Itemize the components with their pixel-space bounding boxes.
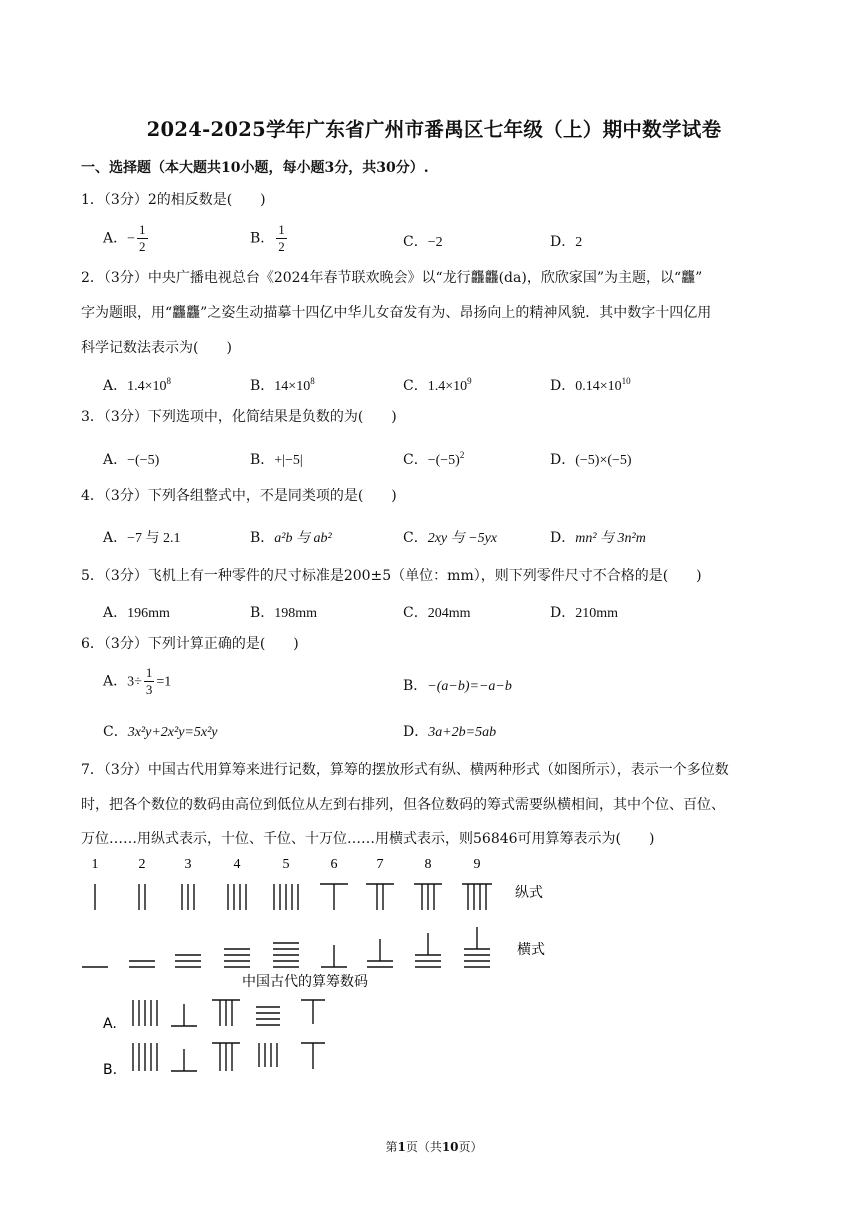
q6-option-a: A．3÷ $\frac{1}{3}$ =1: [103, 665, 172, 697]
digit-label: 7: [376, 857, 384, 872]
q7-option-a-rods: [133, 1000, 325, 1026]
q1-option-c: C．−2: [403, 234, 443, 250]
question-2-line-1: 2．（3分）中央广播电视总台《2024年春节联欢晚会》以“龙行龘龘(da)，欣欣家国”为主题，以“龘”: [81, 270, 703, 286]
digit-label: 2: [138, 857, 146, 872]
page-title: 2024-2025学年广东省广州市番禺区七年级（上）期中数学试卷: [146, 118, 722, 141]
q3-option-a: A．−(−5): [103, 452, 160, 468]
question-7-line-2: 时，把各个数位的数码由高位到低位从左到右排列，但各位数码的筹式需要纵横相间，其中个位、百位、: [81, 797, 725, 813]
q3-option-c: C．$-(-5)^2$: [403, 450, 465, 468]
question-6-stem: 6．（3分）下列计算正确的是( ): [81, 636, 299, 652]
q2-option-a: A．$1.4\times 10^8$: [103, 376, 172, 394]
figure-caption: 中国古代的算筹数码: [242, 974, 368, 990]
q7-option-b-label: B.: [103, 1062, 118, 1078]
q6-option-b: B．−(a−b)=−a−b: [403, 678, 512, 694]
question-3-stem: 3．（3分）下列选项中，化简结果是负数的为( ): [81, 409, 397, 425]
q6-option-c: C．3x²y+2x²y=5x²y: [103, 724, 218, 740]
row-label-vertical: 纵式: [515, 885, 543, 901]
question-2-line-3: 科学记数法表示为( ): [81, 340, 232, 356]
q5-option-c: C．204mm: [403, 605, 471, 621]
q1-option-a: A．− $\frac{1}{2}$: [103, 222, 146, 254]
q5-option-a: A．196mm: [103, 605, 170, 621]
q4-option-c: C．2xy 与 −5yx: [403, 530, 498, 546]
question-1-stem: 1．（3分）2的相反数是( ): [81, 192, 266, 208]
q7-option-b-rods: [133, 1043, 325, 1071]
digit-label: 6: [330, 857, 338, 872]
q7-option-a-label: A.: [103, 1016, 117, 1032]
digit-label: 4: [233, 857, 241, 872]
question-7-line-3: 万位……用纵式表示，十位、千位、十万位……用横式表示，则56846可用算筹表示为( ): [81, 831, 655, 847]
q1-option-d: D．2: [550, 234, 583, 250]
digit-label: 1: [91, 857, 99, 872]
question-7-line-1: 7．（3分）中国古代用算筹来进行记数，算筹的摆放形式有纵、横两种形式（如图所示），表示一个多位数: [81, 762, 729, 778]
q4-option-b: B．a²b 与 ab²: [250, 530, 332, 546]
page-footer: 第1页（共10页）: [385, 1140, 483, 1154]
q4-option-a: A．−7 与 2.1: [103, 530, 181, 546]
digit-label: 9: [473, 857, 481, 872]
question-5-stem: 5．（3分）飞机上有一种零件的尺寸标准是200±5（单位：mm），则下列零件尺寸不合格的是( ): [81, 568, 702, 584]
q2-option-b: B．$14\times 10^8$: [250, 376, 315, 394]
q2-option-d: D．$0.14\times 10^{10}$: [550, 376, 631, 394]
digit-label: 5: [282, 857, 290, 872]
section-heading: 一、选择题（本大题共10小题，每小题3分，共30分）.: [81, 160, 429, 176]
counting-rods-figure: [0, 850, 868, 1080]
q4-option-d: D．mn² 与 3n²m: [550, 530, 646, 546]
q6-option-d: D．3a+2b=5ab: [403, 724, 497, 740]
row-label-horizontal: 横式: [517, 942, 545, 958]
vertical-rods-row: [95, 884, 492, 910]
digit-label: 3: [184, 857, 192, 872]
q3-option-d: D．(−5)×(−5): [550, 452, 632, 468]
q5-option-b: B．198mm: [250, 605, 318, 621]
q2-option-c: C．$1.4\times 10^9$: [403, 376, 472, 394]
q3-option-b: B．+|−5|: [250, 452, 303, 468]
q5-option-d: D．210mm: [550, 605, 619, 621]
digit-label: 8: [424, 857, 432, 872]
question-2-line-2: 字为题眼，用“龘龘”之姿生动描摹十四亿中华儿女奋发有为、昂扬向上的精神风貌．其中数字十四亿用: [81, 305, 712, 321]
question-4-stem: 4．（3分）下列各组整式中，不是同类项的是( ): [81, 488, 397, 504]
horizontal-rods-row: [82, 927, 490, 967]
q1-option-b: B． $\frac{1}{2}$: [250, 222, 285, 254]
